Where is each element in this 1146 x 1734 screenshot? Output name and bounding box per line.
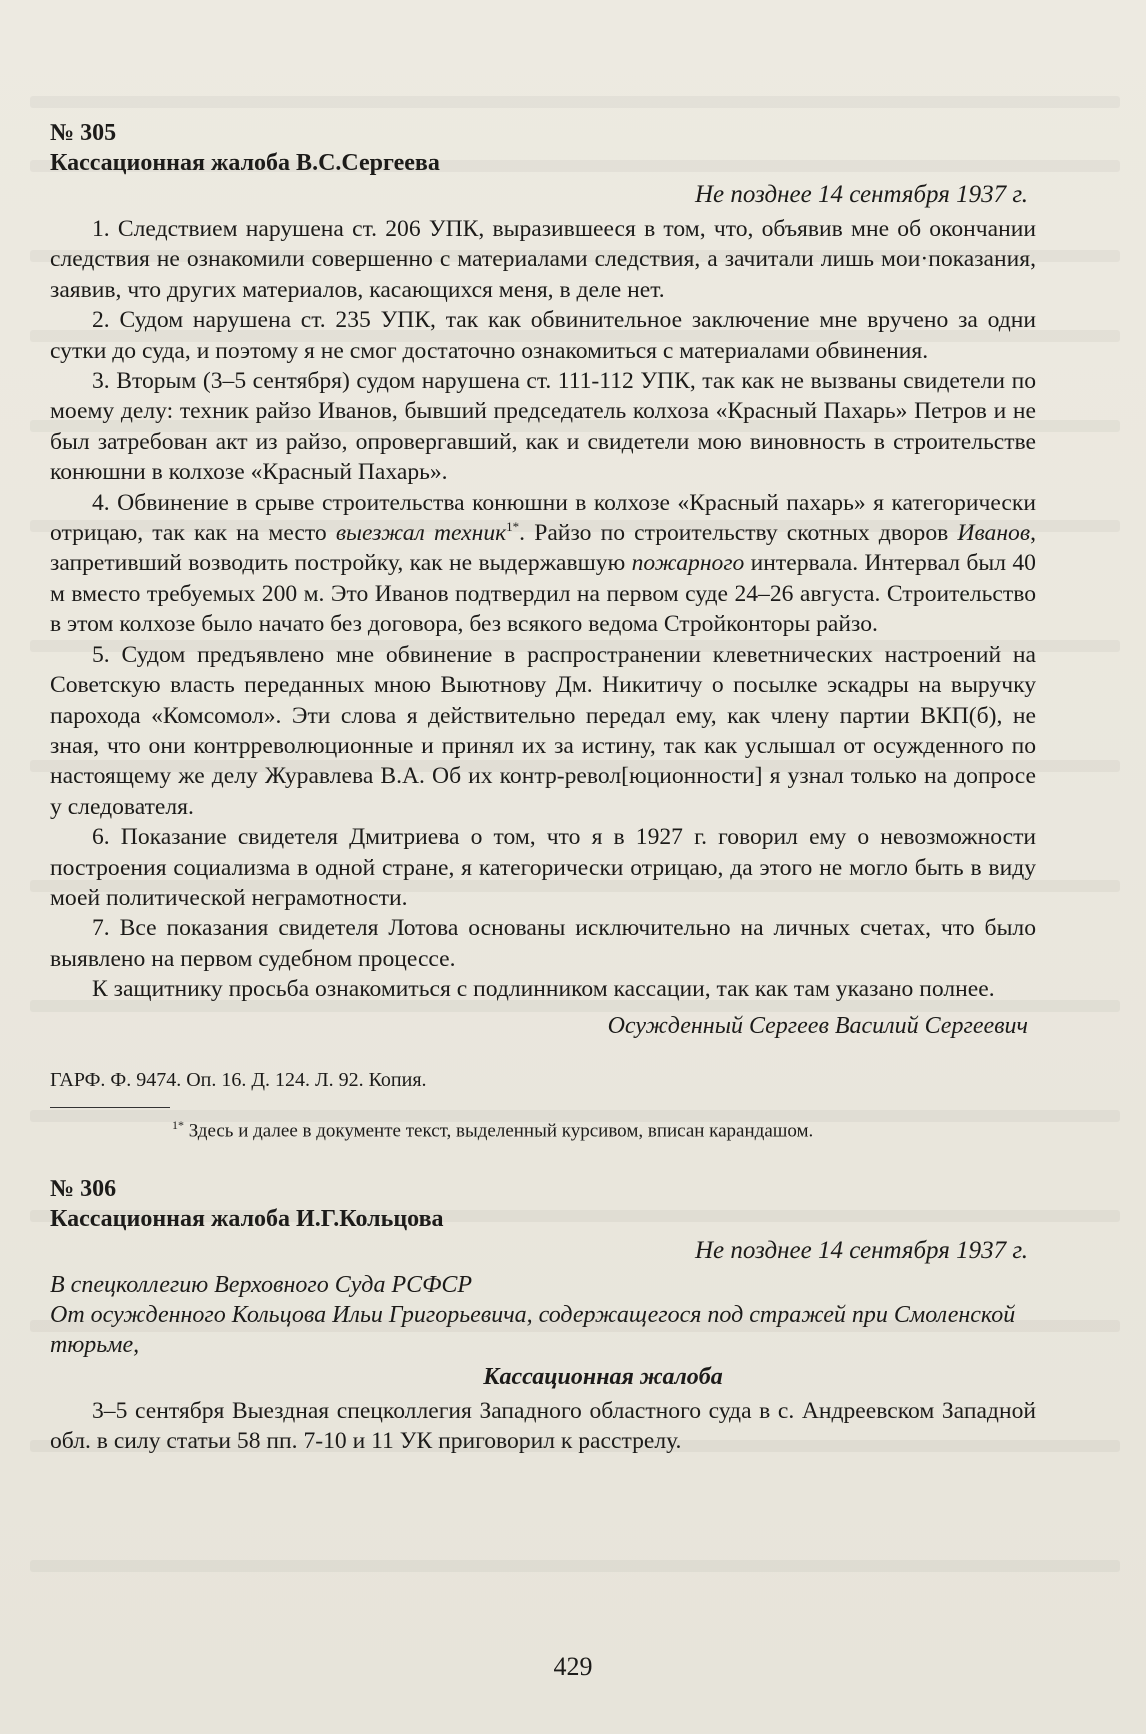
pencil-inserted-text: Иванов bbox=[957, 520, 1031, 547]
footnote bbox=[50, 1112, 1036, 1144]
paragraph-3: 3. Вторым (3–5 сентября) судом нарушена ст. 111-112 УПК, так как не вызваны свидетели по моему делу: техник райзо Иванов, бывший председатель колхоза «Красный Пахарь» Петров и не был затребован акт из райзо, опровергавший, как и свидетели мою виновность в строительстве конюшни в колхозе «Красный Пахарь». bbox=[50, 368, 1036, 486]
paragraph-4 bbox=[50, 488, 1036, 640]
signature-line: Осужденный Сергеев Василий Сергеевич bbox=[607, 1012, 1028, 1039]
footnote-reference: 1* bbox=[506, 519, 520, 535]
paragraph-4-part-a: 4. Обвинение в срыве строительства конюшни в колхозе «Красный пахарь» я категорически отрицаю, так как на место bbox=[50, 489, 1036, 547]
paragraph-4-part-c: , запретивший возводить постройку, как не выдержавшую bbox=[50, 520, 1036, 577]
footnote-mark: 1* bbox=[172, 1117, 184, 1132]
archive-source: ГАРФ. Ф. 9474. Оп. 16. Д. 124. Л. 92. Копия. bbox=[50, 1068, 427, 1091]
paragraph-1: 3–5 сентября Выездная спецколлегия Западного областного суда в с. Андреевском Западной обл. в силу статьи 58 пп. 7-10 и 11 УК приговорил к расстрелу. bbox=[50, 1397, 1036, 1455]
footnote-text: Здесь и далее в документе текст, выделенный курсивом, вписан карандашом. bbox=[184, 1119, 814, 1141]
paragraph-4-part-b: . Райзо по строительству скотных дворов bbox=[519, 520, 958, 547]
document-title: Кассационная жалоба В.С.Сергеева bbox=[50, 150, 440, 176]
pencil-inserted-text: пожарного bbox=[631, 550, 745, 577]
document-number: № 306 bbox=[50, 1175, 117, 1202]
paragraph-1: 1. Следствием нарушена ст. 206 УПК, выразившееся в том, что, объявив мне об окончании следствия не ознакомили совершенно с материалами следствия, а зачитали лишь мои·показания, заявив, что других материалов, касающихся меня, в деле нет. bbox=[50, 216, 1036, 303]
sender: От осужденного Кольцова Ильи Григорьевича, содержащегося под стражей при Смоленской тюрьме, bbox=[50, 1301, 1016, 1358]
paragraph-7: 7. Все показания свидетеля Лотова основаны исключительно на личных счетах, что было выявлено на первом судебном процессе. bbox=[50, 915, 1036, 972]
document-date: Не позднее 14 сентября 1937 г. bbox=[694, 181, 1028, 208]
paragraph-6: 6. Показание свидетеля Дмитриева о том, что я в 1927 г. говорил ему о невозможности построения социализма в одной стране, я категорически отрицаю, да этого не могло быть в виду моей политической неграмотности. bbox=[50, 824, 1036, 911]
paragraph-5: 5. Судом предъявлено мне обвинение в распространении клеветнических настроений на Советскую власть переданных мною Выютнову Дм. Никитичу о посылке эскадры на выручку парохода «Комсомол». Эти слова я действительно передал ему, как члену партии ВКП(б), не зная, что они контрреволюционные и принял их за истину, так как услышал от осужденного по настоящему же делу Журавлева В.А. Об их контр-револ[юционности] я узнал только на допросе у следователя. bbox=[50, 641, 1036, 820]
document-title: Кассационная жалоба И.Г.Кольцова bbox=[50, 1205, 444, 1232]
pencil-inserted-text: выезжал техник bbox=[335, 520, 507, 547]
addressee: В спецколлегию Верховного Суда РСФСР bbox=[50, 1271, 473, 1298]
document-number: № 305 bbox=[50, 120, 117, 146]
document-date: Не позднее 14 сентября 1937 г. bbox=[694, 1236, 1028, 1264]
paragraph-4-part-d: интервала. Интервал был 40 м вместо требуемых 200 м. Это Иванов подтвердил на первом суде 24–26 августа. Строительство в этом колхозе было начато без договора, без всякого ведома Стройконторы райзо. bbox=[50, 550, 1036, 638]
footnote-divider bbox=[50, 1107, 170, 1108]
page-number: 429 bbox=[553, 1652, 593, 1681]
complaint-heading: Кассационная жалоба bbox=[483, 1363, 723, 1390]
paragraph-8: К защитнику просьба ознакомиться с подлинником кассации, так как там указано полнее. bbox=[92, 976, 995, 1003]
paragraph-2: 2. Судом нарушена ст. 235 УПК, так как обвинительное заключение мне вручено за одни сутки до суда, и поэтому я не смог достаточно ознакомиться с материалами обвинения. bbox=[50, 307, 1036, 364]
page-content bbox=[50, 118, 1036, 1457]
document-306-section bbox=[50, 1174, 1036, 1457]
